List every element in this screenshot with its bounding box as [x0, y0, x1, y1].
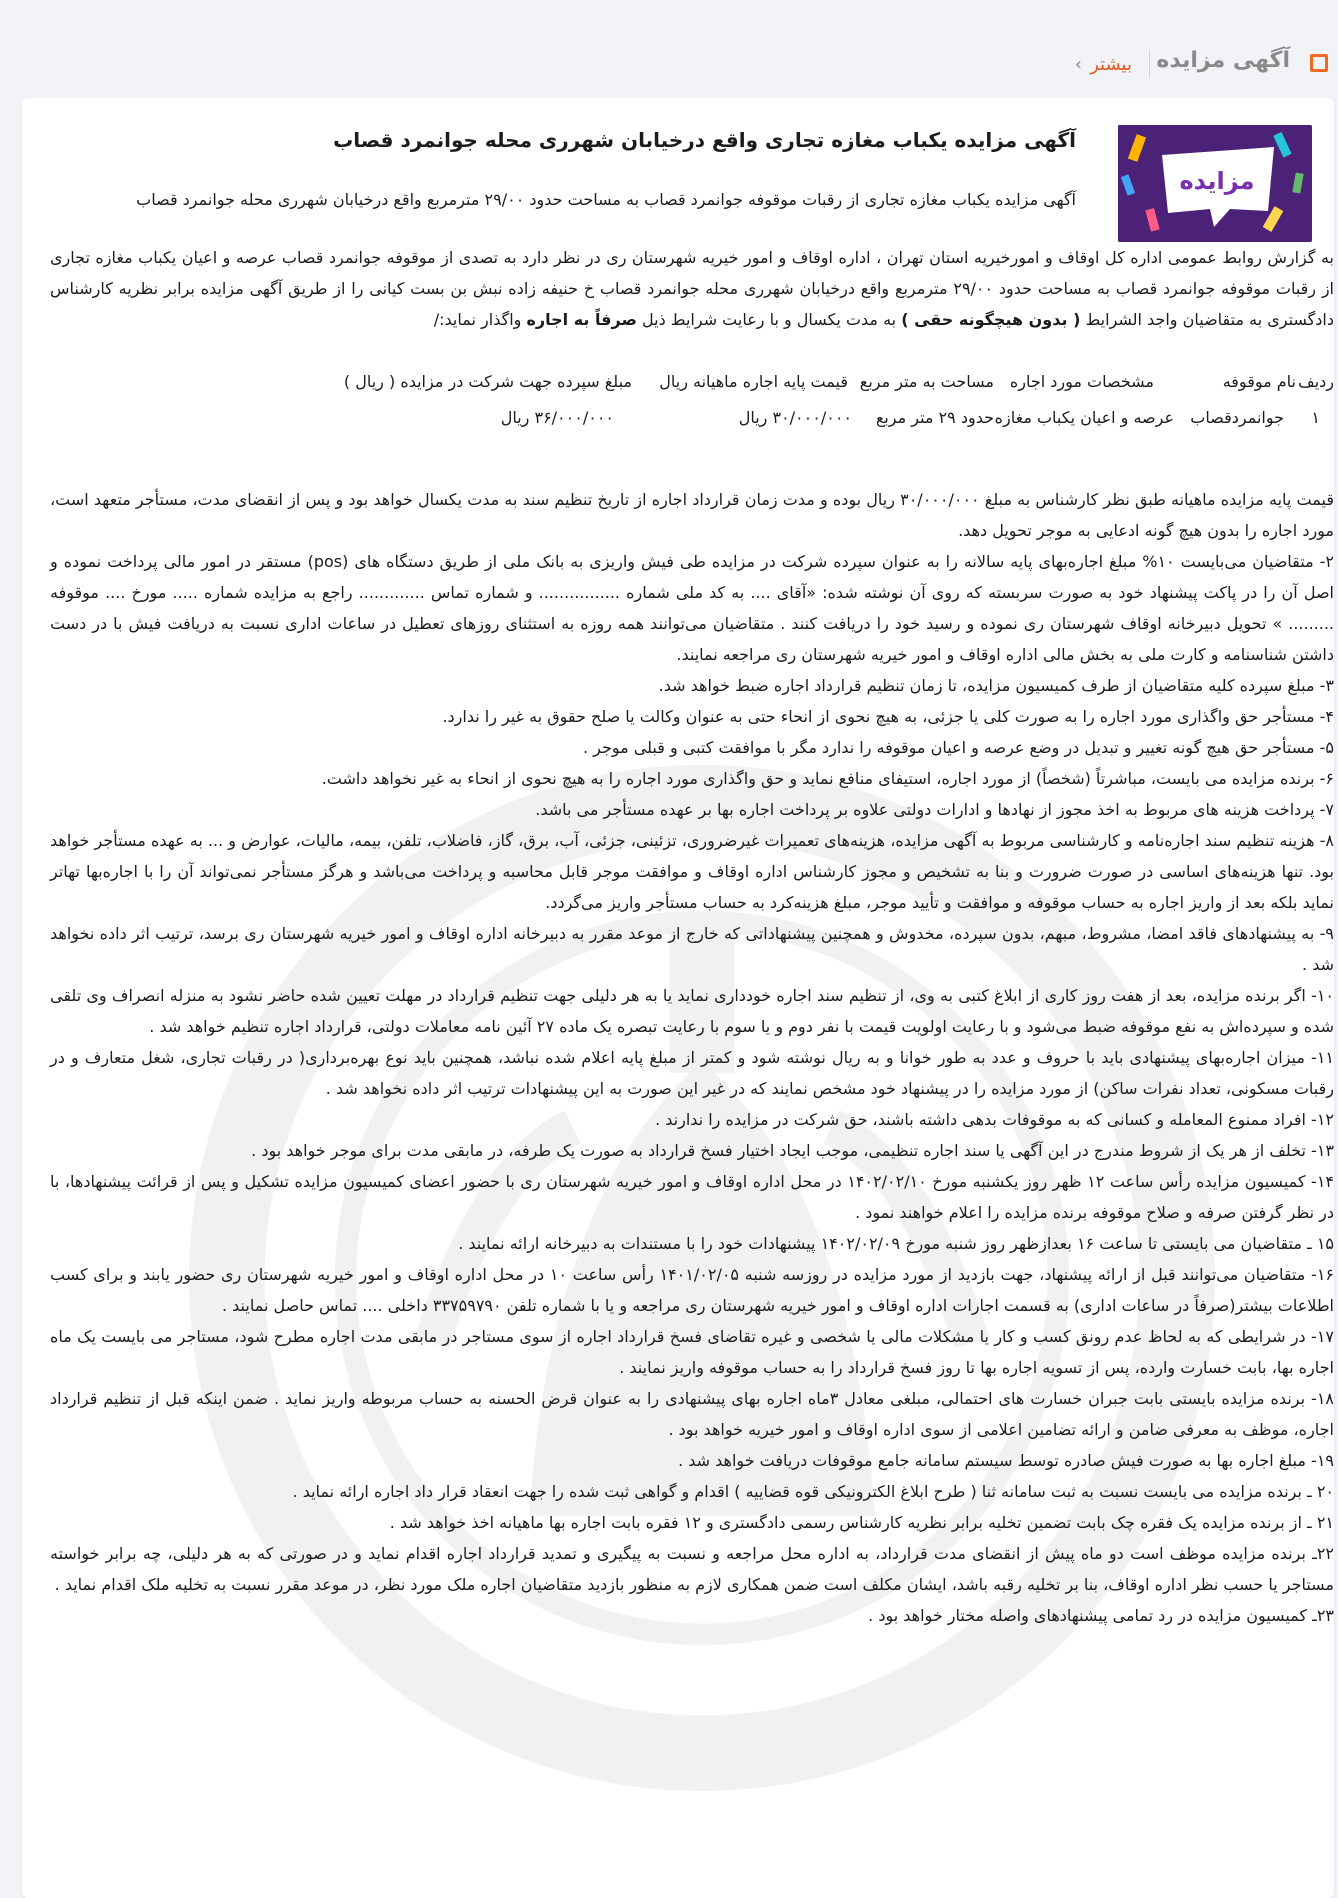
- condition-paragraph: ۲۰ ـ برنده مزایده می بایست نسبت به ثبت سامانه ثنا ( طرح ابلاغ الکترونیکی قوه قضاییه ) اقدام و گواهی ثبت شده را جهت انعقاد قرار داد اجاره ارائه نماید .: [292, 1482, 1334, 1501]
- article-thumbnail[interactable]: [1118, 125, 1312, 242]
- intro-text-1: به گزارش روابط عمومی اداره کل اوقاف و امورخیریه استان تهران ، اداره اوقاف و امور خیریه شهرستان ری در نظر دارد به تصدی از موقوفه جوانمرد قصاب عرصه و اعیان یکباب مغازه تجاری از رقبات موقوفه جوانمرد قصاب به مساحت حدود ۲۹/۰۰ مترمربع واقع درخیابان شهرری محله جوانمرد قصاب خ حنیفه زاده نبش بن بست کیانی را از طریق آگهی مزایده برابر نظریه کارشناس دادگستری به متقاضیان واجد الشرایط: [50, 248, 1334, 329]
- condition-paragraph: قیمت پایه مزایده ماهیانه طبق نظر کارشناس به مبلغ ۳۰/۰۰۰/۰۰۰ ریال بوده و مدت زمان قرارداد اجاره از تاریخ تنظیم سند به مدت یکسال خواهد بود و پس از انقضای مدت، مستأجر متعهد است، مورد اجاره را بدون هیچ گونه ادعایی به موجر تحویل دهد.: [50, 490, 1334, 540]
- condition-paragraph: ۲۳ـ کمیسیون مزایده در رد تمامی پیشنهادهای واصله مختار خواهد بود .: [868, 1606, 1334, 1625]
- condition-paragraph: ۳- مبلغ سپرده کلیه متقاضیان از طرف کمیسیون مزایده، تا زمان تنظیم قرارداد اجاره ضبط خواهد شد.: [658, 676, 1334, 695]
- condition-paragraph: ۴- مستأجر حق واگذاری مورد اجاره را به صورت کلی یا جزئی، به هیچ نحوی از انحاء حتی به عنوان وکالت یا صلح حقوق به غیر را ندارد.: [442, 707, 1334, 726]
- condition-paragraph: ۱۱- میزان اجاره‌بهای پیشنهادی باید با حروف و عدد به طور خوانا و به ریال نوشته شود و کمتر از مبلغ پایه اعلام شده نباشد، همچنین باید نوع بهره‌برداری( در رقبات تجاری، شغل متعارف و در رقبات مسکونی، تعداد نفرات ساکن) از مورد مزایده را در پیشنهاد خود مشخص نمایند که در غیر این صورت به این پیشنهادات ترتیب اثر داده نخواهد شد .: [50, 1048, 1334, 1098]
- table-cell: ۳۶/۰۰۰/۰۰۰ ریال: [500, 408, 614, 427]
- condition-paragraph: ۶- برنده مزایده می بایست، مباشرتاً (شخصاً) از مورد اجاره، استیفای منافع نماید و حق واگذاری مورد اجاره را به هیچ نحوی از انحاء به غیر نخواهد داشت.: [321, 769, 1334, 788]
- thumbnail-label: مزایده: [1179, 167, 1255, 195]
- condition-paragraph: ۹- به پیشنهادهای فاقد امضا، مشروط، مبهم، بدون سپرده، مخدوش و همچنین پیشنهاداتی که خارج از موعد مقرر به دبیرخانه اداره اوقاف و امور خیریه شهرستان ری برسد، ترتیب اثر داده نخواهد شد .: [50, 924, 1334, 974]
- article-intro: [50, 242, 1334, 335]
- table-cell: ۳۰/۰۰۰/۰۰۰ ریال: [738, 408, 852, 427]
- condition-paragraph: ۸- هزینه تنظیم سند اجاره‌نامه و کارشناسی مربوط به آگهی مزایده، هزینه‌های تعمیرات غیرضروری، تزئینی، جزئی، آب، برق، گاز، فاضلاب، تلفن، بیمه، مالیات، عوارض و ... به عهده مستأجر خواهد بود. تنها هزینه‌های اساسی در صورت ضرورت و بنا به تشخیص و مجوز کارشناس اداره اوقاف و موافقت موجر قابل محاسبه و پرداخت می‌باشد و هرگز مستأجر نمی‌تواند آن را با اجاره‌بها تهاتر نماید بلکه بعد از واریز اجاره به حساب موقوفه و موافقت و تأیید موجر، مبلغ هزینه‌کرد به حساب مستأجر واریز می‌گردد.: [50, 831, 1334, 912]
- condition-paragraph: ۱۸- برنده مزایده بایستی بابت جبران خسارت های احتمالی، مبلغی معادل ۳ماه اجاره بهای پیشنهادی را به عنوان قرض الحسنه به حساب مربوطه واریز نماید . ضمن اینکه قبل از تنظیم قرارداد اجاره، موظف به معرفی ضامن و ارائه تضامین اعلامی از سوی اداره اوقاف و امور خیریه خواهد بود .: [50, 1389, 1334, 1439]
- condition-paragraph: ۱۰- اگر برنده مزایده، بعد از هفت روز کاری از ابلاغ کتبی به وی، از تنظیم سند اجاره خودداری نماید یا به هر دلیلی جهت تنظیم قرارداد در مهلت تعیین شده حاضر نشود به منزله انصراف وی تلقی شده و سپرده‌اش به نفع موقوفه ضبط می‌شود و با رعایت اولویت قیمت با نفر دوم و یا سوم با رعایت تبصره یک ماده ۲۷ آئین نامه معاملات دولتی، قرارداد اجاره تنظیم خواهد شد .: [50, 986, 1334, 1036]
- table-cell: عرصه و اعیان یکباب مغازه: [994, 408, 1174, 427]
- more-link[interactable]: بیشتر: [1090, 54, 1132, 75]
- article-summary: آگهی مزایده یکباب مغازه تجاری از رقبات موقوفه جوانمرد قصاب به مساحت حدود ۲۹/۰۰ مترمربع واقع درخیابان شهرری محله جوانمرد قصاب: [136, 190, 1076, 209]
- condition-paragraph: ۱۷- در شرایطی که به لحاظ عدم رونق کسب و کار یا مشکلات مالی یا شخصی و غیره تقاضای فسخ قرارداد اجاره از سوی مستاجر در مابقی مدت اجاره مطرح شود، مستاجر می بایست یک ماه اجاره بها، بابت خسارت وارده، پس از تسویه اجاره بها تا روز فسخ قرارداد را به حساب موقوفه واریز نمایند .: [50, 1327, 1334, 1377]
- section-title: آگهی مزایده: [1156, 48, 1290, 73]
- table-header-cell: قیمت پایه اجاره ماهیانه ریال: [659, 372, 848, 391]
- conditions-list: [50, 484, 1334, 1631]
- condition-paragraph: ۱۲- افراد ممنوع المعامله و کسانی که به موقوفات بدهی داشته باشند، حق شرکت در مزایده را ندارند .: [655, 1110, 1334, 1129]
- section-header: [0, 0, 1338, 96]
- table-header-cell: ردیف: [1298, 372, 1334, 391]
- table-header-cell: مساحت به متر مربع: [859, 372, 994, 391]
- condition-paragraph: ۱۹- مبلغ اجاره بها به صورت فیش صادره توسط سیستم سامانه جامع موقوفات دریافت خواهد شد .: [678, 1451, 1334, 1470]
- table-header-cell: نام موقوفه: [1222, 372, 1296, 391]
- condition-paragraph: ۲۲ـ برنده مزایده موظف است دو ماه پیش از انقضای مدت قرارداد، به اداره محل مراجعه و نسبت به پیگیری و تمدید قرارداد اجاره اقدام نماید و در صورتی که به هر دلیلی، چه برابر خواسته مستاجر یا حسب نظر اداره اوقاف، بنا بر تخلیه رقبه باشد، ایشان مکلف است ضمن همکاری لازم به منظور بازدید متقاضیان اجاره ملک مورد نظر، در موعد مقرر نسبت به تخلیه ملک اقدام نماید .: [50, 1544, 1334, 1594]
- header-divider: [1149, 50, 1150, 78]
- table-header-row: [50, 366, 1334, 402]
- condition-paragraph: ۱۳- تخلف از هر یک از شروط مندرج در این آگهی یا سند اجاره تنظیمی، موجب ایجاد اختیار فسخ قرارداد به صورت یک طرفه، در مابقی مدت برای موجر خواهد بود .: [251, 1141, 1334, 1160]
- auction-table: [50, 366, 1334, 438]
- section-square-icon: [1310, 54, 1328, 72]
- condition-paragraph: ۱۴- کمیسیون مزایده رأس ساعت ۱۲ ظهر روز یکشنبه مورخ ۱۴۰۲/۰۲/۱۰ در محل اداره اوقاف و امور خیریه شهرستان ری با حضور اعضای کمیسیون مزایده تشکیل و پس از قرائت پیشنهادها، با در نظر گرفتن صرفه و صلاح موقوفه برنده مزایده را اعلام خواهند نمود .: [50, 1172, 1334, 1222]
- table-row: [50, 402, 1334, 438]
- condition-paragraph: ۲۱ ـ از برنده مزایده یک فقره چک بابت تضمین تخلیه برابر نظریه کارشناس رسمی دادگستری و ۱۲ فقره بابت اجاره بها ماهیانه اخذ خواهد شد .: [389, 1513, 1334, 1532]
- chevron-left-icon[interactable]: ›: [1074, 54, 1082, 75]
- condition-paragraph: ۱۵ ـ متقاضیان می بایستی تا ساعت ۱۶ بعدازظهر روز شنبه مورخ ۱۴۰۲/۰۲/۰۹ پیشنهادات خود را با مستندات به دبیرخانه ارائه نمایند .: [458, 1234, 1334, 1253]
- condition-paragraph: ۲- متقاضیان می‌بایست ۱۰% مبلغ اجاره‌بهای پایه سالانه را به عنوان سپرده شرکت در مزایده طی فیش واریزی به بانک ملی از طریق دستگاه های (pos) مستقر در امور مالی پرداخت نموده و اصل آن را در پاکت پیشنهاد خود به صورت سربسته که روی آن نوشته شده: «آقای .... به کد ملی شماره ................ و شماره تماس ............. راجع به مزایده شماره ..... مورخ .... موقوفه ......... » تحویل دبیرخانه اوقاف شهرستان ری نموده و رسید خود را دریافت کنند . متقاضیان می‌توانند همه روزه به استثنای روزهای تعطیل در ساعات اداری نسبت به دریافت فیش با در دست داشتن شناسنامه و کارت ملی به بخش مالی اداره اوقاف و امور خیریه شهرستان ری مراجعه نمایند.: [50, 552, 1334, 664]
- intro-bold-2: صرفاً به اجاره: [526, 310, 637, 329]
- intro-bold-1: ( بدون هیچگونه حقی ): [901, 310, 1081, 329]
- condition-paragraph: ۱۶- متقاضیان می‌توانند قبل از ارائه پیشنهاد، جهت بازدید از مورد مزایده در روزسه شنبه ۱۴۰۱/۰۲/۰۵ رأس ساعت ۱۰ در محل اداره اوقاف و امور خیریه شهرستان ری حضور یابند و برای کسب اطلاعات بیشتر(صرفاً در ساعات اداری) به قسمت اجارات اداره اوقاف و امور خیریه شهرستان ری مراجعه و یا با شماره تلفن ۳۳۷۵۹۷۹۰ داخلی .... تماس حاصل نمایند .: [50, 1265, 1334, 1315]
- table-header-cell: مبلغ سپرده جهت شرکت در مزایده ( ریال ): [343, 372, 632, 391]
- intro-text-3: واگذار نماید:/: [433, 310, 527, 329]
- table-cell: جوانمردقصاب: [1190, 408, 1284, 427]
- intro-text-2: به مدت یکسال و با رعایت شرایط ذیل: [636, 310, 902, 329]
- condition-paragraph: ۷- پرداخت هزینه های مربوط به اخذ مجوز از نهادها و ادارات دولتی علاوه بر پرداخت اجاره بها بر عهده مستأجر می باشد.: [535, 800, 1334, 819]
- table-cell: حدود ۲۹ متر مربع: [875, 408, 994, 427]
- article-title: آگهی مزایده یکباب مغازه تجاری واقع درخیابان شهرری محله جوانمرد قصاب: [333, 128, 1076, 152]
- table-cell: ۱: [1311, 408, 1320, 427]
- table-header-cell: مشخصات مورد اجاره: [1009, 372, 1154, 391]
- article-card: [22, 98, 1334, 1898]
- condition-paragraph: ۵- مستأجر حق هیچ گونه تغییر و تبدیل در وضع عرصه و اعیان موقوفه را ندارد مگر با موافقت کتبی و قبلی موجر .: [582, 738, 1334, 757]
